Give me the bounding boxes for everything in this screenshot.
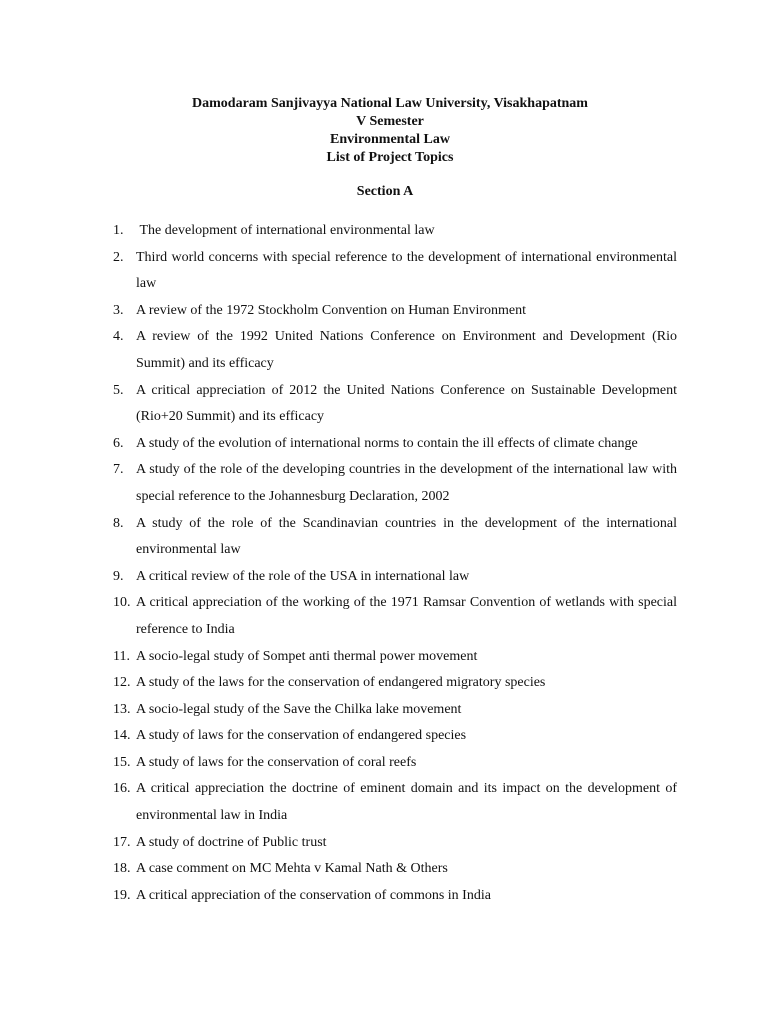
topic-text: A study of laws for the conservation of coral reefs xyxy=(136,754,417,770)
topic-item xyxy=(113,750,677,777)
topic-text: A socio-legal study of the Save the Chilka lake movement xyxy=(136,701,462,717)
topic-number: 16. xyxy=(113,781,131,797)
topic-text: A socio-legal study of Sompet anti thermal power movement xyxy=(136,648,478,664)
topic-item xyxy=(113,298,677,325)
topic-number: 3. xyxy=(113,302,124,318)
topic-text: A study of laws for the conservation of endangered species xyxy=(136,728,467,744)
topic-item xyxy=(113,218,677,245)
topic-item xyxy=(113,883,677,910)
topic-text: A review of the 1992 United Nations Conference on Environment and Development (Rio Summit) and its efficacy xyxy=(136,329,681,371)
section-heading: Section A xyxy=(356,184,414,199)
topic-number: 18. xyxy=(113,861,131,877)
topic-number: 15. xyxy=(113,754,131,770)
topic-text: A study of the role of the developing countries in the development of the international law with special reference to the Johannesburg Declaration, 2002 xyxy=(136,462,681,504)
project-topic-list xyxy=(113,218,681,909)
topic-number: 13. xyxy=(113,701,131,717)
document-header xyxy=(0,95,768,167)
topic-text: A critical appreciation of 2012 the United Nations Conference on Sustainable Development (Rio+20 Summit) and its efficacy xyxy=(136,382,681,425)
topic-number: 7. xyxy=(113,462,124,478)
topic-item xyxy=(113,511,681,564)
topic-item xyxy=(113,856,677,883)
topic-text: A review of the 1972 Stockholm Convention on Human Environment xyxy=(136,302,527,318)
topic-text: A study of the role of the Scandinavian countries in the development of the international environmental law xyxy=(136,515,681,558)
university-name: Damodaram Sanjivayya National Law University, Visakhapatnam xyxy=(192,96,588,111)
topic-number: 17. xyxy=(113,834,131,850)
topic-number: 11. xyxy=(113,648,130,664)
topic-text: A critical appreciation of the working of the 1971 Ramsar Convention of wetlands with special reference to India xyxy=(136,595,681,637)
topic-number: 2. xyxy=(113,249,124,265)
topic-item xyxy=(113,776,681,829)
topic-text: A critical appreciation the doctrine of eminent domain and its impact on the development of environmental law in India xyxy=(136,781,681,824)
topic-item xyxy=(113,564,677,591)
topic-item xyxy=(113,378,681,431)
topic-text: A study of doctrine of Public trust xyxy=(136,834,327,850)
topic-text: A study of the evolution of international norms to contain the ill effects of climate change xyxy=(136,435,638,451)
topic-item xyxy=(113,644,677,671)
topic-number: 8. xyxy=(113,515,124,531)
semester-label: V Semester xyxy=(356,114,424,129)
topic-number: 5. xyxy=(113,382,124,398)
topic-text: A critical appreciation of the conservation of commons in India xyxy=(136,887,491,903)
topic-item xyxy=(113,431,677,458)
topic-item xyxy=(113,697,677,724)
topic-item xyxy=(113,457,681,510)
topic-text: A critical review of the role of the USA in international law xyxy=(136,568,470,584)
topic-number: 19. xyxy=(113,887,131,903)
topic-item xyxy=(113,324,681,377)
topic-text: A case comment on MC Mehta v Kamal Nath & Others xyxy=(136,861,448,877)
topic-number: 14. xyxy=(113,728,131,744)
topic-number: 6. xyxy=(113,435,124,451)
topic-text: The development of international environmental law xyxy=(136,223,435,238)
topic-item xyxy=(113,723,677,750)
topic-item xyxy=(113,245,681,298)
topic-number: 4. xyxy=(113,329,124,345)
topic-item xyxy=(113,670,677,697)
subject-title: Environmental Law xyxy=(330,132,450,147)
topic-number: 10. xyxy=(113,595,131,611)
list-title: List of Project Topics xyxy=(326,150,454,165)
topic-number: 1. xyxy=(113,223,124,238)
topic-number: 9. xyxy=(113,568,124,584)
topic-text: A study of the laws for the conservation of endangered migratory species xyxy=(136,675,546,691)
topic-item xyxy=(113,590,681,643)
topic-text: Third world concerns with special reference to the development of international environmental law xyxy=(136,249,681,292)
topic-item xyxy=(113,830,677,857)
topic-number: 12. xyxy=(113,675,131,691)
